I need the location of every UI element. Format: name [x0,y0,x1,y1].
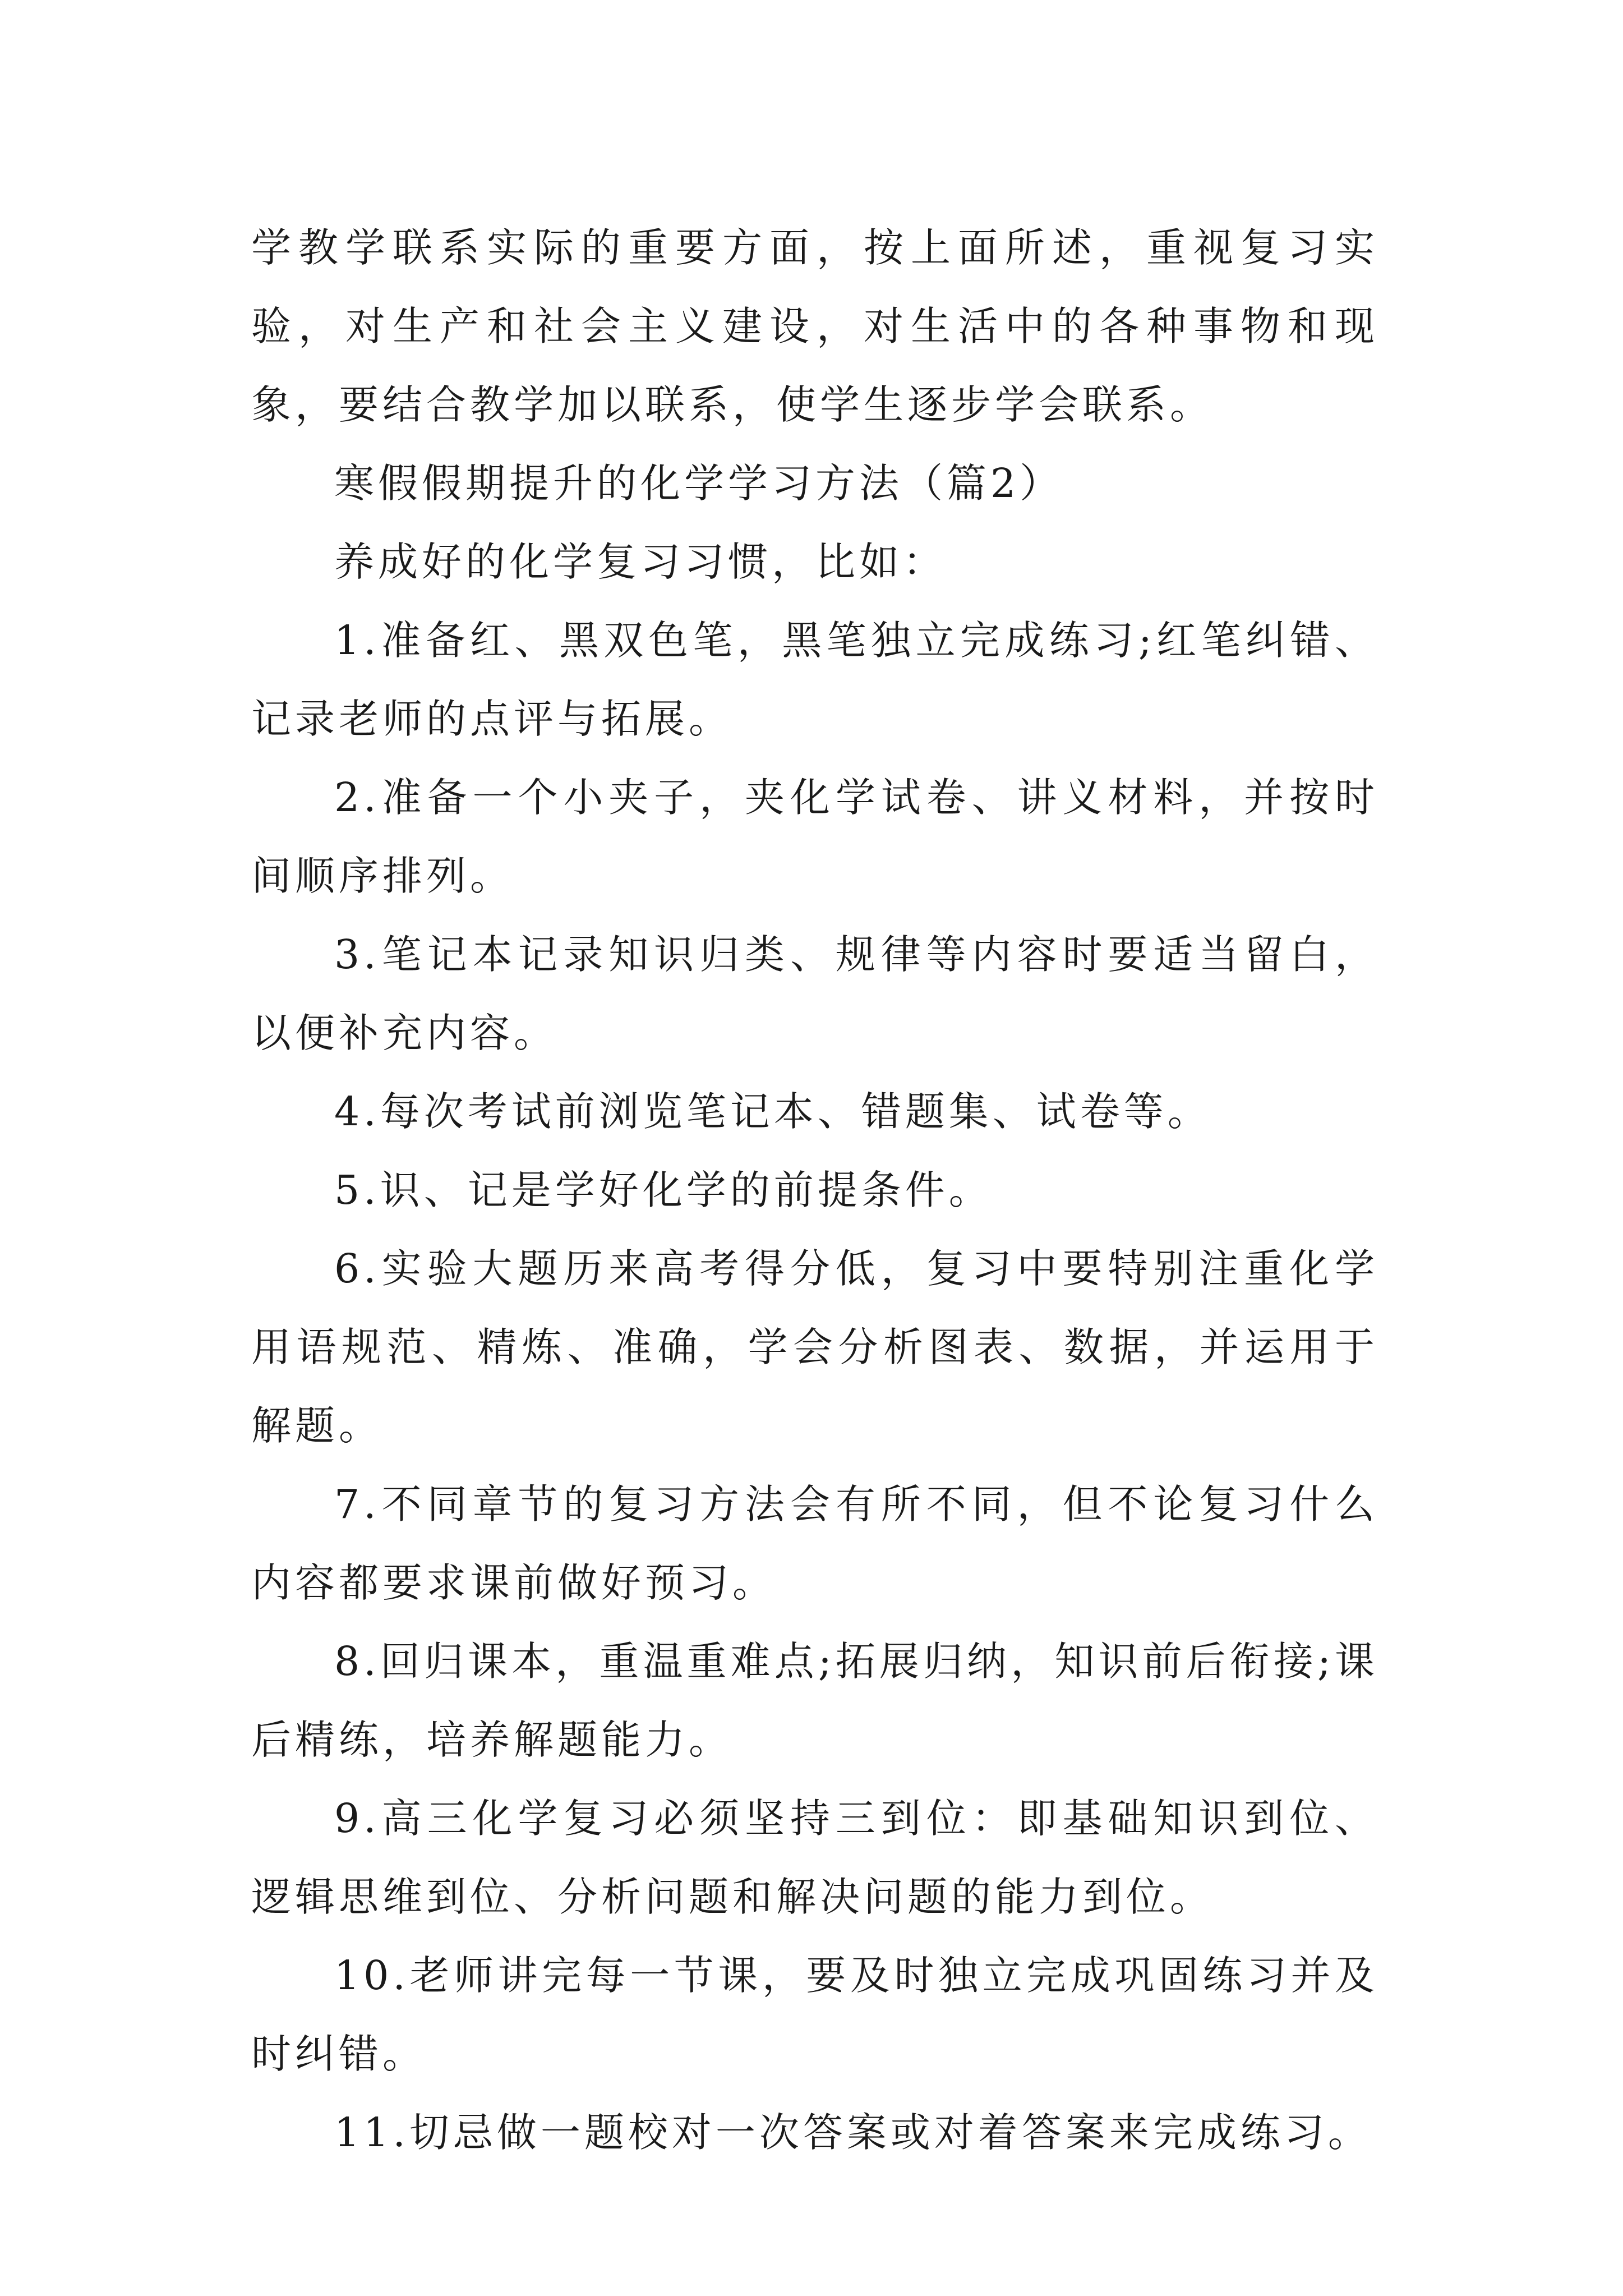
list-item-9: 9.高三化学复习必须坚持三到位：即基础知识到位、逻辑思维到位、分析问题和解决问题的能力到位。 [251,1795,1378,1920]
section-heading: 寒假假期提升的化学学习方法（篇2） [334,460,1064,507]
list-item-7: 7.不同章节的复习方法会有所不同，但不论复习什么内容都要求课前做好预习。 [251,1481,1378,1606]
list-item-10: 10.老师讲完每一节课，要及时独立完成巩固练习并及时纠错。 [251,1952,1378,2077]
document-body [251,209,1378,2172]
list-item-5: 5.识、记是学好化学的前提条件。 [334,1167,993,1213]
list-item-2: 2.准备一个小夹子，夹化学试卷、讲义材料，并按时间顺序排列。 [251,774,1378,899]
list-item-1: 1.准备红、黑双色笔，黑笔独立完成练习;红笔纠错、记录老师的点评与拓展。 [251,617,1378,742]
list-item-8: 8.回归课本，重温重难点;拓展归纳，知识前后衔接;课后精练，培养解题能力。 [251,1638,1378,1763]
list-item-4: 4.每次考试前浏览笔记本、错题集、试卷等。 [334,1088,1211,1135]
list-item-11: 11.切忌做一题校对一次答案或对着答案来完成练习。 [334,2109,1372,2156]
intro-paragraph: 养成好的化学复习习惯，比如： [334,539,947,585]
list-item-6: 6.实验大题历来高考得分低，复习中要特别注重化学用语规范、精炼、准确，学会分析图表、数据，并运用于解题。 [251,1245,1378,1449]
list-item-3: 3.笔记本记录知识归类、规律等内容时要适当留白，以便补充内容。 [251,931,1378,1056]
paragraph-continuation: 学教学联系实际的重要方面，按上面所述，重视复习实验，对生产和社会主义建设，对生活中的各种事物和现象，要结合教学加以联系，使学生逐步学会联系。 [251,224,1378,428]
